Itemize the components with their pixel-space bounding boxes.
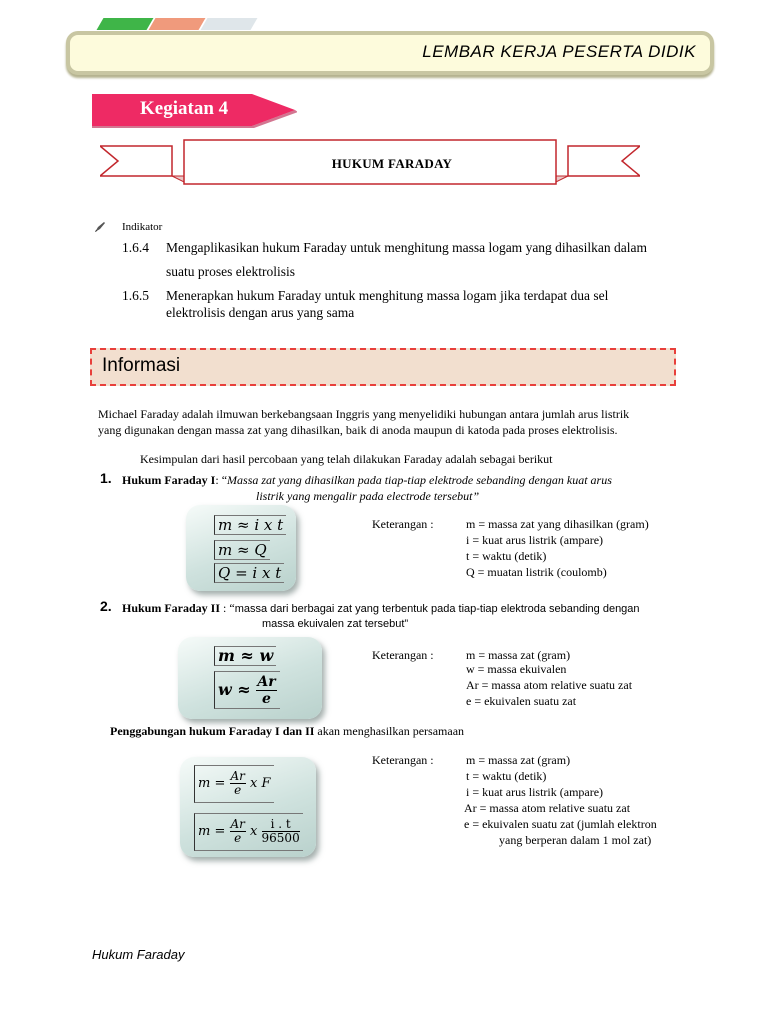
intro-paragraph-line: yang digunakan dengan massa zat yang dihasilkan, baik di anoda maupun di katoda pada proses elektrolisis. bbox=[98, 423, 618, 437]
law2-ket-label: Keterangan : bbox=[372, 648, 434, 662]
fraction-denominator: e bbox=[234, 831, 242, 845]
combined-formula bbox=[194, 813, 303, 851]
law2-formula bbox=[214, 671, 280, 709]
law2-ket-line: w = massa ekuivalen bbox=[466, 662, 567, 676]
fraction-denominator: e bbox=[234, 783, 242, 797]
header-tab-salmon bbox=[149, 18, 206, 30]
law1-ket-line: m = massa zat yang dihasilkan (gram) bbox=[466, 517, 649, 531]
fraction-numerator: Ar bbox=[257, 674, 276, 690]
fraction-denominator: 96500 bbox=[261, 831, 300, 845]
formula-right: x F bbox=[250, 776, 271, 791]
law1-name: Hukum Faraday I bbox=[122, 473, 216, 487]
indikator-item-text: Menerapkan hukum Faraday untuk menghitung massa logam jika terdapat dua sel bbox=[166, 288, 609, 303]
law2-name: Hukum Faraday II bbox=[122, 601, 221, 615]
combined-lead bbox=[110, 723, 464, 739]
indikator-label: Indikator bbox=[122, 221, 163, 233]
law1-formula: m ≈ Q bbox=[214, 540, 270, 560]
kegiatan-label: Kegiatan 4 bbox=[140, 98, 229, 119]
law1-colon: : “ bbox=[215, 473, 228, 487]
combined-ket-label: Keterangan : bbox=[372, 753, 434, 767]
combined-fraction bbox=[230, 818, 246, 845]
law1-text-line2: listrik yang mengalir pada electrode tersebut” bbox=[256, 489, 480, 503]
pen-bullet-icon bbox=[94, 221, 106, 233]
footer-text: Hukum Faraday bbox=[92, 947, 185, 962]
law2-statement bbox=[122, 600, 640, 617]
law1-text: Massa zat yang dihasilkan pada tiap-tiap elektrode sebanding dengan kuat arus bbox=[227, 473, 612, 487]
combined-fraction bbox=[230, 770, 246, 797]
combined-ket-line: e = ekuivalen suatu zat (jumlah elektron bbox=[464, 817, 657, 831]
law1-formula: Q = i x t bbox=[214, 563, 284, 583]
combined-ket-line: t = waktu (detik) bbox=[466, 769, 547, 783]
law2-ket-line: e = ekuivalen suatu zat bbox=[466, 694, 577, 708]
combined-lead-rest: akan menghasilkan persamaan bbox=[314, 724, 465, 738]
header-tab-gray bbox=[201, 18, 258, 30]
law1-ket-label: Keterangan : bbox=[372, 517, 434, 531]
indikator-item-text: Mengaplikasikan hukum Faraday untuk menghitung massa logam yang dihasilkan dalam bbox=[166, 240, 648, 255]
law1-number: 1. bbox=[100, 470, 112, 486]
combined-formula bbox=[194, 765, 274, 803]
combined-formula-box bbox=[180, 757, 316, 857]
combined-ket-line: m = massa zat (gram) bbox=[466, 753, 571, 767]
formula-left: m = bbox=[198, 824, 226, 839]
law2-formula-left: w ≈ bbox=[218, 680, 251, 699]
indikator-item-text: elektrolisis dengan arus yang sama bbox=[166, 305, 355, 320]
header-tab-green bbox=[97, 18, 154, 30]
law1-formula-box bbox=[186, 505, 296, 591]
law2-colon: : “ bbox=[220, 601, 235, 615]
indikator-item-num: 1.6.5 bbox=[122, 288, 149, 303]
combined-ket-line: i = kuat arus listrik (ampare) bbox=[466, 785, 604, 799]
law2-text-line2: massa ekuivalen zat tersebut” bbox=[262, 618, 409, 630]
formula-mid: x bbox=[250, 824, 258, 839]
indikator-item-text: suatu proses elektrolisis bbox=[166, 264, 295, 279]
fraction-numerator: i . t bbox=[262, 818, 300, 832]
conclusion-text: Kesimpulan dari hasil percobaan yang telah dilakukan Faraday adalah sebagai berikut bbox=[140, 452, 553, 466]
fraction-numerator: Ar bbox=[230, 817, 245, 831]
law1-ket-line: Q = muatan listrik (coulomb) bbox=[466, 565, 607, 579]
law2-text: massa dari berbagai zat yang terbentuk pada tiap-tiap elektroda sebanding dengan bbox=[234, 603, 640, 615]
law2-formula-box bbox=[178, 637, 322, 719]
informasi-box bbox=[90, 348, 676, 386]
kegiatan-title: HUKUM FARADAY bbox=[331, 156, 453, 171]
law2-number: 2. bbox=[100, 598, 112, 614]
combined-fraction bbox=[262, 818, 300, 845]
combined-ket-line: yang berperan dalam 1 mol zat) bbox=[499, 833, 652, 847]
law1-ket-line: i = kuat arus listrik (ampare) bbox=[466, 533, 604, 547]
header-banner bbox=[66, 31, 714, 75]
indikator-item-num: 1.6.4 bbox=[122, 240, 149, 255]
combined-ket-line: Ar = massa atom relative suatu zat bbox=[464, 801, 631, 815]
formula-left: m = bbox=[198, 776, 226, 791]
header-title: LEMBAR KERJA PESERTA DIDIK bbox=[422, 42, 696, 61]
law1-formula: m ≈ i x t bbox=[214, 515, 286, 535]
intro-paragraph-line: Michael Faraday adalah ilmuwan berkebangsaan Inggris yang menyelidiki hubungan antara jumlah arus listrik bbox=[98, 407, 630, 421]
law1-statement bbox=[122, 472, 612, 488]
law2-formula: m ≈ w bbox=[214, 646, 276, 666]
law2-ket-line: Ar = massa atom relative suatu zat bbox=[466, 678, 633, 692]
informasi-title: Informasi bbox=[102, 355, 181, 376]
law2-ket-line: m = massa zat (gram) bbox=[466, 648, 571, 662]
fraction-denominator: e bbox=[261, 691, 271, 707]
law2-fraction bbox=[256, 674, 276, 707]
law1-ket-line: t = waktu (detik) bbox=[466, 549, 547, 563]
fraction-numerator: Ar bbox=[230, 769, 245, 783]
combined-lead-bold: Penggabungan hukum Faraday I dan II bbox=[110, 724, 315, 738]
